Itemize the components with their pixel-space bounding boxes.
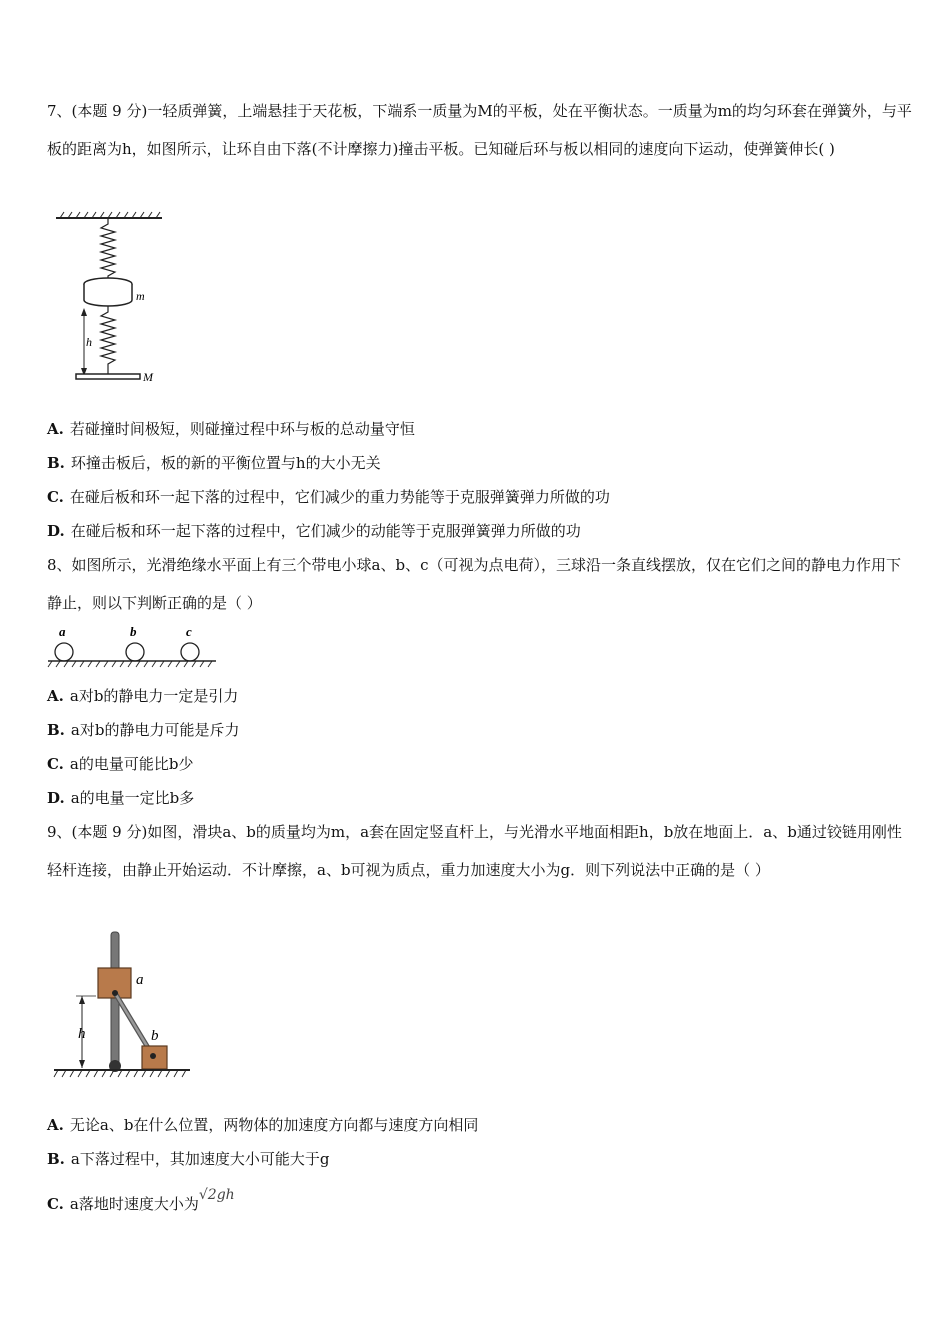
q8-option-a: A. a对b的静电力一定是引力 — [47, 687, 239, 705]
q7-stem: 7、(本题 9 分)一轻质弹簧，上端悬挂于天花板，下端系一质量为M的平板，处在平衡状态。一质量为m的均匀环套在弹簧外，与平板的距离为h，如图所示，让环自由下落(不计摩擦力)撞击平板。已知碰后环与板以相同的速度向下运动，使弹簧伸长( ) — [47, 102, 912, 158]
q9-option-c: C. a落地时速度大小为√2gh — [47, 1187, 235, 1213]
q9-label-h: h — [78, 1026, 86, 1042]
q8-ball-a — [55, 643, 73, 661]
q8-ball-c — [181, 643, 199, 661]
q9-option-a: A. 无论a、b在什么位置，两物体的加速度方向都与速度方向相同 — [47, 1116, 479, 1134]
q8-option-b: B. a对b的静电力可能是斥力 — [47, 721, 240, 739]
q7-label-M: M — [143, 370, 153, 384]
q8-stem: 8、如图所示，光滑绝缘水平面上有三个带电小球a、b、c（可视为点电荷），三球沿一条直线摆放，仅在它们之间的静电力作用下静止，则以下判断正确的是（ ） — [47, 556, 901, 612]
q7-option-a: A. 若碰撞时间极短，则碰撞过程中环与板的总动量守恒 — [47, 420, 415, 438]
q8-option-d: D. a的电量一定比b多 — [47, 789, 195, 807]
q7-label-h: h — [86, 335, 92, 349]
q7-option-c: C. 在碰后板和环一起下落的过程中，它们减少的重力势能等于克服弹簧弹力所做的功 — [47, 488, 610, 506]
q9-label-b: b — [151, 1028, 159, 1044]
q9-stem: 9、(本题 9 分)如图，滑块a、b的质量均为m，a套在固定竖直杆上，与光滑水平地面相距h，b放在地面上．a、b通过铰链用刚性轻杆连接，由静止开始运动．不计摩擦，a、b可视为质点，重力加速度大小为g．则下列说法中正确的是（ ） — [47, 823, 902, 879]
q9-option-b: B. a下落过程中，其加速度大小可能大于g — [47, 1150, 330, 1168]
q9-slider-figure — [48, 928, 198, 1084]
q8-label-b: b — [130, 624, 137, 639]
q8-ball-b — [126, 643, 144, 661]
q8-option-c: C. a的电量可能比b少 — [47, 755, 194, 773]
q9-formula-sqrt-2gh: √2gh — [198, 1187, 235, 1203]
q8-label-c: c — [186, 624, 192, 639]
q8-label-a: a — [59, 624, 66, 639]
q7-option-d: D. 在碰后板和环一起下落的过程中，它们减少的动能等于克服弹簧弹力所做的功 — [47, 522, 581, 540]
q7-label-m: m — [136, 289, 145, 303]
q9-label-a: a — [136, 972, 144, 988]
q8-balls-figure — [44, 622, 224, 674]
q7-option-b: B. 环撞击板后，板的新的平衡位置与h的大小无关 — [47, 454, 381, 472]
q7-spring-figure — [44, 210, 174, 388]
